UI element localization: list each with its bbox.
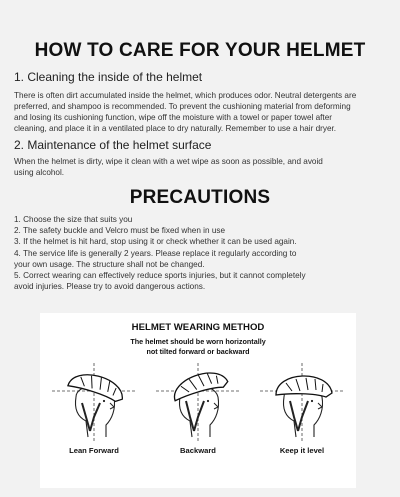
text-line: using alcohol. (14, 168, 65, 177)
section-heading-surface: 2. Maintenance of the helmet surface (14, 138, 212, 152)
wearing-method-title: HELMET WEARING METHOD (131, 322, 265, 333)
list-item: 4. The service life is generally 2 years. Please replace it regularly according to (14, 248, 297, 258)
caption-lean-forward: Lean Forward (69, 446, 119, 455)
surface-paragraph (14, 156, 388, 178)
wearing-method-panel (40, 313, 356, 488)
text-line: When the helmet is dirty, wipe it clean with a wet wipe as soon as possible, and avoid (14, 157, 323, 166)
text-line: preferred, and shampoo is recommended. To prevent the cushioning material from deforming (14, 102, 351, 111)
caption-keep-level: Keep it level (279, 446, 325, 455)
subtitle-line: not tilted forward or backward (146, 346, 250, 356)
cleaning-paragraph (14, 90, 388, 134)
helmet-tilted-backward-icon (150, 357, 246, 457)
text-line: and losing its cushioning function, wipe off the moisture with a towel or paper towel after (14, 113, 332, 122)
text-line: cleaning, and place it in a ventilated place to dry naturally. Remember to use a hair dryer. (14, 124, 337, 133)
wearing-method-subtitle (100, 337, 296, 356)
helmet-level-icon (254, 357, 350, 457)
text-line: There is often dirt accumulated inside the helmet, which produces odor. Neutral detergents are (14, 91, 357, 100)
list-item: 2. The safety buckle and Velcro must be fixed when in use (14, 226, 226, 236)
precautions-list (14, 214, 390, 292)
list-item: 1. Choose the size that suits you (14, 215, 133, 224)
list-item: your own usage. The structure shall not be changed. (14, 259, 205, 269)
helmet-tilted-forward-icon (46, 357, 142, 457)
list-item: 5. Correct wearing can effectively reduce sports injuries, but it cannot completely (14, 271, 306, 281)
precautions-heading: PRECAUTIONS (129, 187, 271, 208)
list-item: avoid injuries. Please try to avoid dangerous actions. (14, 282, 206, 292)
section-heading-cleaning: 1. Cleaning the inside of the helmet (14, 70, 203, 84)
subtitle-line: The helmet should be worn horizontally (130, 337, 266, 346)
list-item: 3. If the helmet is hit hard, stop using it or check whether it can be used again. (14, 237, 297, 247)
page-title: HOW TO CARE FOR YOUR HELMET (34, 40, 366, 61)
caption-backward: Backward (180, 446, 216, 455)
